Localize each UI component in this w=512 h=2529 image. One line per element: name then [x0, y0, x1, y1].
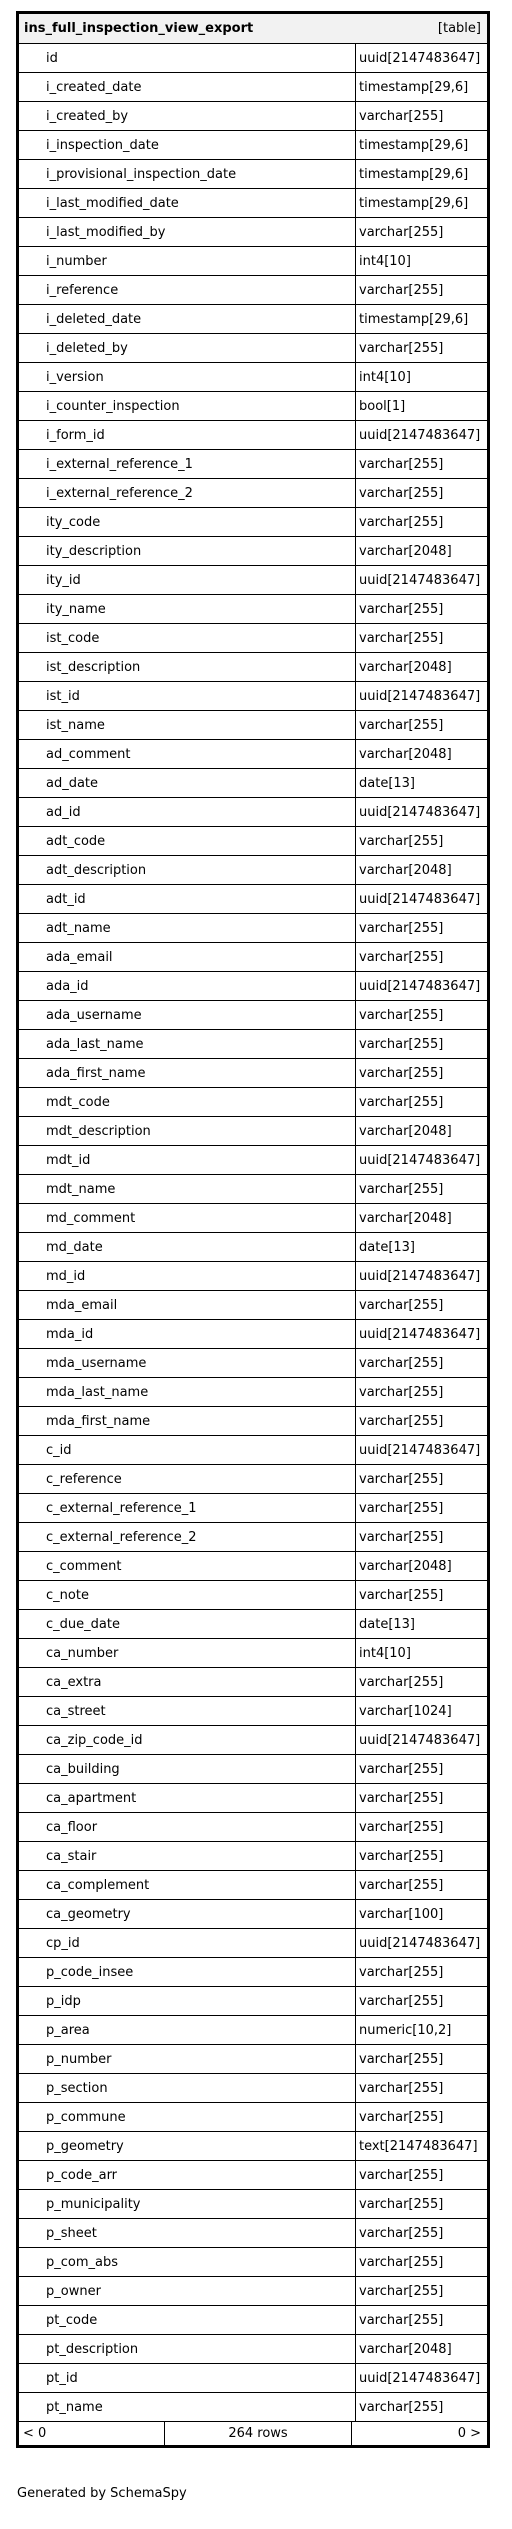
- column-name: c_comment: [19, 1552, 356, 1580]
- table-row: [19, 653, 487, 682]
- table-row: [19, 1987, 487, 2016]
- column-type: int4[10]: [359, 1645, 411, 1661]
- table-row: [19, 508, 487, 537]
- column-type: varchar[255]: [359, 1384, 444, 1400]
- column-type: uuid[2147483647]: [359, 427, 481, 443]
- table-row: [19, 1900, 487, 1929]
- column-type: varchar[255]: [359, 282, 444, 298]
- table-row: [19, 305, 487, 334]
- table-row: [19, 1349, 487, 1378]
- column-type: varchar[255]: [359, 630, 444, 646]
- column-type: uuid[2147483647]: [359, 688, 481, 704]
- column-name: p_section: [19, 2074, 356, 2102]
- column-type: varchar[255]: [359, 1848, 444, 1864]
- table-row: [19, 1726, 487, 1755]
- column-type: uuid[2147483647]: [359, 1732, 481, 1748]
- table-row: [19, 1378, 487, 1407]
- table-row: [19, 2219, 487, 2248]
- column-type: varchar[255]: [359, 1471, 444, 1487]
- column-name: i_inspection_date: [19, 131, 356, 159]
- column-name: mda_email: [19, 1291, 356, 1319]
- table-row: [19, 2045, 487, 2074]
- column-name: md_comment: [19, 1204, 356, 1232]
- table-row: [19, 479, 487, 508]
- column-type: uuid[2147483647]: [359, 1152, 481, 1168]
- column-type: uuid[2147483647]: [359, 978, 481, 994]
- column-name: ad_comment: [19, 740, 356, 768]
- column-name: p_code_arr: [19, 2161, 356, 2189]
- table-row: [19, 711, 487, 740]
- column-name: c_due_date: [19, 1610, 356, 1638]
- column-type: varchar[255]: [359, 601, 444, 617]
- column-name: ada_last_name: [19, 1030, 356, 1058]
- column-name: mdt_code: [19, 1088, 356, 1116]
- table-row: [19, 1059, 487, 1088]
- table-row: [19, 1204, 487, 1233]
- table-row: [19, 2161, 487, 2190]
- column-name: ity_description: [19, 537, 356, 565]
- table-row: [19, 1117, 487, 1146]
- column-type: int4[10]: [359, 369, 411, 385]
- column-name: ity_name: [19, 595, 356, 623]
- table-header: [19, 14, 487, 44]
- table-row: [19, 1523, 487, 1552]
- column-name: ist_description: [19, 653, 356, 681]
- table-row: [19, 624, 487, 653]
- column-type: varchar[255]: [359, 2109, 444, 2125]
- table-row: [19, 740, 487, 769]
- column-name: ca_complement: [19, 1871, 356, 1899]
- table-row: [19, 1755, 487, 1784]
- column-name: pt_code: [19, 2306, 356, 2334]
- column-name: c_note: [19, 1581, 356, 1609]
- column-name: ca_apartment: [19, 1784, 356, 1812]
- column-type: uuid[2147483647]: [359, 1326, 481, 1342]
- column-type: varchar[255]: [359, 108, 444, 124]
- column-type: varchar[255]: [359, 1964, 444, 1980]
- column-name: ad_id: [19, 798, 356, 826]
- column-name: pt_id: [19, 2364, 356, 2392]
- table-row: [19, 2132, 487, 2161]
- column-type: varchar[255]: [359, 1500, 444, 1516]
- column-type: varchar[2048]: [359, 2341, 452, 2357]
- column-name: c_id: [19, 1436, 356, 1464]
- column-name: ca_extra: [19, 1668, 356, 1696]
- column-type: varchar[255]: [359, 1674, 444, 1690]
- column-type: varchar[255]: [359, 1007, 444, 1023]
- table-node: [16, 11, 490, 2448]
- table-row: [19, 1436, 487, 1465]
- column-type: varchar[255]: [359, 949, 444, 965]
- generated-by-label: Generated by SchemaSpy: [17, 2486, 187, 2501]
- column-name: p_idp: [19, 1987, 356, 2015]
- column-type: varchar[255]: [359, 1790, 444, 1806]
- table-row: [19, 1813, 487, 1842]
- column-name: p_municipality: [19, 2190, 356, 2218]
- table-row: [19, 1262, 487, 1291]
- column-name: adt_code: [19, 827, 356, 855]
- table-row: [19, 247, 487, 276]
- column-type: timestamp[29,6]: [359, 166, 469, 182]
- column-name: ca_stair: [19, 1842, 356, 1870]
- column-name: mdt_name: [19, 1175, 356, 1203]
- column-type: numeric[10,2]: [359, 2022, 452, 2038]
- column-name: i_reference: [19, 276, 356, 304]
- column-list: [19, 44, 487, 2422]
- column-type: varchar[255]: [359, 1413, 444, 1429]
- column-name: mda_first_name: [19, 1407, 356, 1435]
- column-name: i_last_modified_date: [19, 189, 356, 217]
- column-type: varchar[255]: [359, 1094, 444, 1110]
- column-type: uuid[2147483647]: [359, 1935, 481, 1951]
- column-name: i_deleted_date: [19, 305, 356, 333]
- column-type: varchar[2048]: [359, 1123, 452, 1139]
- column-type: uuid[2147483647]: [359, 2370, 481, 2386]
- column-type: date[13]: [359, 775, 415, 791]
- children-count: 0 >: [457, 2426, 481, 2441]
- column-type: timestamp[29,6]: [359, 137, 469, 153]
- column-name: p_sheet: [19, 2219, 356, 2247]
- table-row: [19, 1146, 487, 1175]
- column-type: uuid[2147483647]: [359, 572, 481, 588]
- table-row: [19, 1407, 487, 1436]
- column-type: date[13]: [359, 1616, 415, 1632]
- column-name: adt_id: [19, 885, 356, 913]
- column-type: varchar[255]: [359, 1036, 444, 1052]
- table-row: [19, 1610, 487, 1639]
- table-row: [19, 1001, 487, 1030]
- column-name: md_date: [19, 1233, 356, 1261]
- column-name: i_last_modified_by: [19, 218, 356, 246]
- table-row: [19, 1291, 487, 1320]
- column-name: i_number: [19, 247, 356, 275]
- column-type: varchar[255]: [359, 2080, 444, 2096]
- table-row: [19, 218, 487, 247]
- column-type: text[2147483647]: [359, 2138, 478, 2154]
- column-type: varchar[100]: [359, 1906, 444, 1922]
- column-type: varchar[255]: [359, 833, 444, 849]
- table-row: [19, 1639, 487, 1668]
- table-row: [19, 2335, 487, 2364]
- table-row: [19, 595, 487, 624]
- table-row: [19, 1668, 487, 1697]
- column-type: timestamp[29,6]: [359, 311, 469, 327]
- column-type: varchar[2048]: [359, 1558, 452, 1574]
- column-type: varchar[255]: [359, 1355, 444, 1371]
- column-name: mda_id: [19, 1320, 356, 1348]
- column-name: i_form_id: [19, 421, 356, 449]
- column-name: ada_email: [19, 943, 356, 971]
- table-row: [19, 44, 487, 73]
- table-row: [19, 856, 487, 885]
- column-name: i_external_reference_1: [19, 450, 356, 478]
- column-type: varchar[2048]: [359, 543, 452, 559]
- column-type: date[13]: [359, 1239, 415, 1255]
- column-name: ca_zip_code_id: [19, 1726, 356, 1754]
- column-type: uuid[2147483647]: [359, 1442, 481, 1458]
- column-type: varchar[255]: [359, 1819, 444, 1835]
- column-name: i_version: [19, 363, 356, 391]
- column-type: varchar[2048]: [359, 1210, 452, 1226]
- table-row: [19, 363, 487, 392]
- column-name: ada_id: [19, 972, 356, 1000]
- parents-count: < 0: [19, 2422, 165, 2445]
- table-row: [19, 1581, 487, 1610]
- table-row: [19, 2306, 487, 2335]
- table-row: [19, 885, 487, 914]
- column-name: mdt_description: [19, 1117, 356, 1145]
- column-type: varchar[255]: [359, 1181, 444, 1197]
- column-name: ada_first_name: [19, 1059, 356, 1087]
- table-row: [19, 972, 487, 1001]
- column-type: timestamp[29,6]: [359, 79, 469, 95]
- table-row: [19, 914, 487, 943]
- column-type: varchar[255]: [359, 1761, 444, 1777]
- table-row: [19, 276, 487, 305]
- column-type: varchar[255]: [359, 2399, 444, 2415]
- column-type: varchar[255]: [359, 2196, 444, 2212]
- column-type: timestamp[29,6]: [359, 195, 469, 211]
- column-name: adt_description: [19, 856, 356, 884]
- column-name: p_owner: [19, 2277, 356, 2305]
- column-type: varchar[1024]: [359, 1703, 452, 1719]
- table-row: [19, 943, 487, 972]
- table-row: [19, 1175, 487, 1204]
- column-name: md_id: [19, 1262, 356, 1290]
- column-type: varchar[255]: [359, 485, 444, 501]
- column-name: i_created_date: [19, 73, 356, 101]
- column-type: varchar[2048]: [359, 659, 452, 675]
- column-type: varchar[255]: [359, 224, 444, 240]
- column-type: varchar[255]: [359, 456, 444, 472]
- table-row: [19, 1320, 487, 1349]
- column-name: p_code_insee: [19, 1958, 356, 1986]
- column-name: pt_name: [19, 2393, 356, 2421]
- column-type: varchar[255]: [359, 2225, 444, 2241]
- column-type: varchar[255]: [359, 2312, 444, 2328]
- table-name: ins_full_inspection_view_export: [24, 21, 254, 36]
- column-name: adt_name: [19, 914, 356, 942]
- table-row: [19, 827, 487, 856]
- table-kind: [table]: [437, 21, 481, 36]
- column-type: bool[1]: [359, 398, 406, 414]
- column-name: c_external_reference_2: [19, 1523, 356, 1551]
- table-row: [19, 1088, 487, 1117]
- table-row: [19, 334, 487, 363]
- row-count: 264 rows: [165, 2422, 352, 2445]
- table-row: [19, 73, 487, 102]
- column-name: ca_floor: [19, 1813, 356, 1841]
- table-row: [19, 2074, 487, 2103]
- column-type: varchar[255]: [359, 1065, 444, 1081]
- column-name: c_reference: [19, 1465, 356, 1493]
- column-type: varchar[255]: [359, 340, 444, 356]
- table-row: [19, 1030, 487, 1059]
- column-name: ca_street: [19, 1697, 356, 1725]
- table-row: [19, 2016, 487, 2045]
- column-name: ist_id: [19, 682, 356, 710]
- column-type: varchar[255]: [359, 920, 444, 936]
- table-row: [19, 2103, 487, 2132]
- column-name: ada_username: [19, 1001, 356, 1029]
- column-type: varchar[255]: [359, 2167, 444, 2183]
- column-name: p_com_abs: [19, 2248, 356, 2276]
- column-name: p_number: [19, 2045, 356, 2073]
- column-name: cp_id: [19, 1929, 356, 1957]
- table-row: [19, 1465, 487, 1494]
- table-row: [19, 2190, 487, 2219]
- column-name: i_external_reference_2: [19, 479, 356, 507]
- column-name: pt_description: [19, 2335, 356, 2363]
- table-footer: [19, 2422, 487, 2445]
- column-name: c_external_reference_1: [19, 1494, 356, 1522]
- table-row: [19, 1929, 487, 1958]
- column-name: ity_code: [19, 508, 356, 536]
- table-row: [19, 2277, 487, 2306]
- column-type: varchar[2048]: [359, 862, 452, 878]
- column-name: i_provisional_inspection_date: [19, 160, 356, 188]
- column-name: ist_name: [19, 711, 356, 739]
- column-name: ca_number: [19, 1639, 356, 1667]
- table-row: [19, 1494, 487, 1523]
- table-row: [19, 392, 487, 421]
- column-name: mda_username: [19, 1349, 356, 1377]
- column-type: varchar[255]: [359, 1529, 444, 1545]
- column-type: varchar[255]: [359, 2283, 444, 2299]
- column-name: p_area: [19, 2016, 356, 2044]
- table-row: [19, 1842, 487, 1871]
- table-row: [19, 2393, 487, 2422]
- column-name: mda_last_name: [19, 1378, 356, 1406]
- table-row: [19, 798, 487, 827]
- table-row: [19, 1958, 487, 1987]
- table-row: [19, 1871, 487, 1900]
- column-type: varchar[255]: [359, 1993, 444, 2009]
- column-type: varchar[255]: [359, 2051, 444, 2067]
- column-name: ist_code: [19, 624, 356, 652]
- column-name: p_geometry: [19, 2132, 356, 2160]
- column-name: ad_date: [19, 769, 356, 797]
- table-row: [19, 131, 487, 160]
- column-type: int4[10]: [359, 253, 411, 269]
- column-name: i_counter_inspection: [19, 392, 356, 420]
- table-row: [19, 566, 487, 595]
- table-row: [19, 421, 487, 450]
- table-row: [19, 682, 487, 711]
- table-row: [19, 1697, 487, 1726]
- table-row: [19, 1784, 487, 1813]
- column-type: uuid[2147483647]: [359, 891, 481, 907]
- table-row: [19, 537, 487, 566]
- column-name: p_commune: [19, 2103, 356, 2131]
- column-name: ity_id: [19, 566, 356, 594]
- table-row: [19, 160, 487, 189]
- table-row: [19, 1233, 487, 1262]
- column-name: id: [19, 44, 356, 72]
- column-type: varchar[255]: [359, 2254, 444, 2270]
- table-row: [19, 2248, 487, 2277]
- table-row: [19, 1552, 487, 1581]
- table-row: [19, 2364, 487, 2393]
- column-name: ca_geometry: [19, 1900, 356, 1928]
- column-type: varchar[255]: [359, 1587, 444, 1603]
- table-row: [19, 189, 487, 218]
- column-type: uuid[2147483647]: [359, 50, 481, 66]
- column-type: uuid[2147483647]: [359, 804, 481, 820]
- table-row: [19, 450, 487, 479]
- column-type: uuid[2147483647]: [359, 1268, 481, 1284]
- column-type: varchar[255]: [359, 514, 444, 530]
- column-name: i_created_by: [19, 102, 356, 130]
- table-row: [19, 769, 487, 798]
- column-type: varchar[255]: [359, 717, 444, 733]
- column-name: ca_building: [19, 1755, 356, 1783]
- table-row: [19, 102, 487, 131]
- column-name: mdt_id: [19, 1146, 356, 1174]
- column-name: i_deleted_by: [19, 334, 356, 362]
- column-type: varchar[2048]: [359, 746, 452, 762]
- column-type: varchar[255]: [359, 1877, 444, 1893]
- column-type: varchar[255]: [359, 1297, 444, 1313]
